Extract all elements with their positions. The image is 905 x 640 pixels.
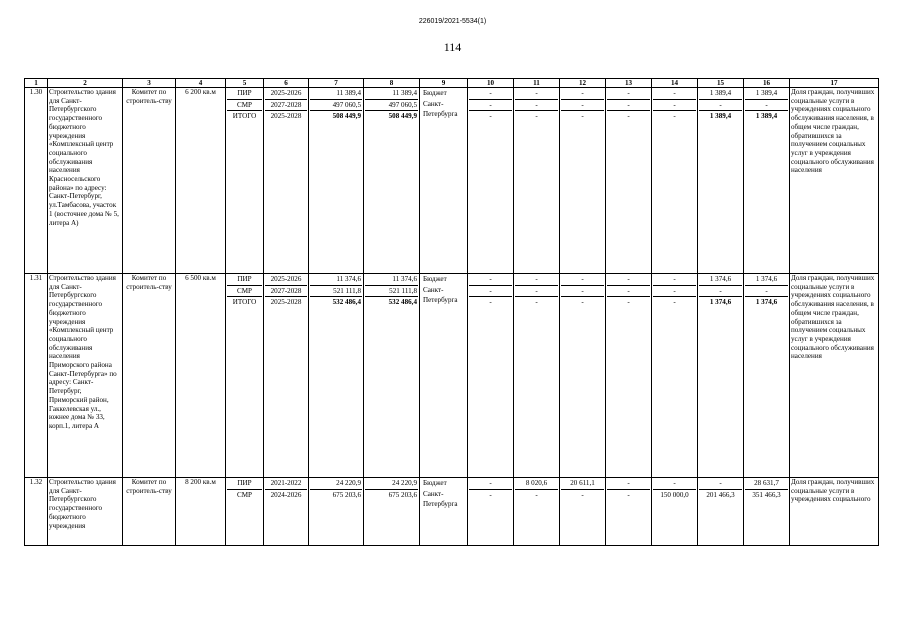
- cost-budget-line: 24 220,9: [365, 478, 418, 490]
- cost-budget-line: 675 203,6: [388, 490, 417, 499]
- column-header: 14: [652, 79, 698, 88]
- year-amount-c12-line: -: [581, 112, 584, 120]
- period-line: 2024-2026: [270, 490, 302, 499]
- year-amount-c14-line: -: [653, 100, 696, 112]
- year-amount-c10-line: -: [489, 298, 492, 306]
- year-amount-c15: [698, 478, 744, 546]
- year-amount-c16-line: 1 389,4: [755, 112, 778, 120]
- column-header: 16: [744, 79, 790, 88]
- stage: [226, 478, 264, 546]
- funding-source: [420, 88, 468, 274]
- year-amount-c16-line: -: [745, 286, 788, 298]
- year-amount-c13-line: -: [607, 286, 650, 298]
- year-amount-c14-line: -: [653, 88, 696, 100]
- funding-source-line: Санкт-: [423, 99, 444, 108]
- year-amount-c10-line: -: [489, 490, 492, 499]
- year-amount-c14-line: 150 000,0: [660, 490, 689, 499]
- year-amount-c15: [698, 274, 744, 478]
- year-amount-c11: [514, 88, 560, 274]
- object-name: Строительство здания для Санкт-Петербургского государственного бюджетного учреждения «Комплексный центр социального обслуживания населения Красносельского района» по адресу: Санкт-Петербург, ул.Тамбасова, участок 1 (восточнее дома № 5, литера А): [48, 88, 123, 274]
- period: [264, 274, 309, 478]
- column-header: 17: [790, 79, 879, 88]
- stage: [226, 88, 264, 274]
- year-amount-c16-line: -: [745, 100, 788, 112]
- year-amount-c12-line: -: [561, 274, 604, 286]
- stage: [226, 274, 264, 478]
- funding-source: [420, 274, 468, 478]
- result-indicator: Доля граждан, получивших социальные услуги в учреждениях социального: [790, 478, 879, 546]
- period: [264, 88, 309, 274]
- row-number: 1.32: [25, 478, 48, 546]
- funding-source-line: Санкт-: [423, 489, 444, 498]
- year-amount-c12: [560, 88, 606, 274]
- year-amount-c11-line: -: [515, 274, 558, 286]
- row-number: 1.30: [25, 88, 48, 274]
- stage-line: ПИР: [227, 274, 262, 286]
- column-header: 3: [123, 79, 176, 88]
- column-header: 9: [420, 79, 468, 88]
- cost-total: [309, 88, 364, 274]
- year-amount-c11-line: 8 020,6: [515, 478, 558, 490]
- year-amount-c14: [652, 274, 698, 478]
- year-amount-c10: [468, 88, 514, 274]
- year-amount-c15-line: -: [699, 100, 742, 112]
- year-amount-c13: [606, 478, 652, 546]
- period-line: 2021-2022: [265, 478, 307, 490]
- table-row: [25, 88, 879, 274]
- stage-line: СМР: [227, 100, 262, 112]
- investment-table: [24, 78, 879, 546]
- funding-source-line: Бюджет: [423, 479, 447, 487]
- cost-budget: [364, 274, 420, 478]
- customer: Комитет по строитель-ству: [123, 478, 176, 546]
- cost-total-line: 532 486,4: [332, 298, 361, 306]
- funding-source-line: Петербурга: [423, 296, 458, 304]
- year-amount-c10-line: -: [469, 100, 512, 112]
- funding-source-line: Санкт-: [423, 285, 444, 294]
- year-amount-c11: [514, 274, 560, 478]
- year-amount-c15-line: 1 389,4: [699, 88, 742, 100]
- funding-source: [420, 478, 468, 546]
- column-header: 4: [176, 79, 226, 88]
- year-amount-c13-line: -: [627, 298, 630, 306]
- cost-total-line: 497 060,5: [310, 100, 362, 112]
- cost-total-line: 11 374,6: [310, 274, 362, 286]
- year-amount-c10-line: -: [469, 478, 512, 490]
- cost-budget-line: 508 449,9: [388, 112, 417, 120]
- year-amount-c13: [606, 88, 652, 274]
- cost-total-line: 11 389,4: [310, 88, 362, 100]
- page-number: 114: [443, 40, 462, 54]
- year-amount-c15-line: 1 389,4: [709, 112, 732, 120]
- result-indicator: Доля граждан, получивших социальные услуги в учреждениях социального обслуживания населения, в общем числе граждан, обратившихся за получением социальных услуг в учреждения социального обслуживания населения: [790, 88, 879, 274]
- cost-total: [309, 478, 364, 546]
- row-number: 1.31: [25, 274, 48, 478]
- stage-line: ПИР: [227, 88, 262, 100]
- year-amount-c16: [744, 274, 790, 478]
- year-amount-c15-line: 201 466,3: [706, 490, 735, 499]
- year-amount-c14-line: -: [653, 274, 696, 286]
- column-header: 2: [48, 79, 123, 88]
- capacity: 8 200 кв.м: [176, 478, 226, 546]
- column-header: 5: [226, 79, 264, 88]
- year-amount-c14: [652, 478, 698, 546]
- year-amount-c10-line: -: [469, 88, 512, 100]
- year-amount-c11-line: -: [535, 298, 538, 306]
- year-amount-c16-line: 1 374,6: [745, 274, 788, 286]
- year-amount-c11-line: -: [515, 100, 558, 112]
- column-header: 11: [514, 79, 560, 88]
- year-amount-c13-line: -: [627, 112, 630, 120]
- column-header: 12: [560, 79, 606, 88]
- cost-total: [309, 274, 364, 478]
- year-amount-c15-line: -: [699, 478, 742, 490]
- year-amount-c12: [560, 478, 606, 546]
- customer: Комитет по строитель-ству: [123, 88, 176, 274]
- year-amount-c14-line: -: [673, 112, 676, 120]
- customer: Комитет по строитель-ству: [123, 274, 176, 478]
- cost-total-line: 508 449,9: [332, 112, 361, 120]
- result-indicator: Доля граждан, получивших социальные услуги в учреждениях социального обслуживания населения, в общем числе граждан, обратившихся за получением социальных услуг в учреждения социального обслуживания населения: [790, 274, 879, 478]
- period-line: 2025-2026: [265, 274, 307, 286]
- document-id: 226019/2021-5534(1): [418, 18, 487, 25]
- year-amount-c11-line: -: [515, 286, 558, 298]
- table-row: [25, 478, 879, 546]
- year-amount-c12-line: -: [561, 286, 604, 298]
- cost-budget-line: 497 060,5: [365, 100, 418, 112]
- year-amount-c12-line: -: [561, 88, 604, 100]
- period: [264, 478, 309, 546]
- year-amount-c13-line: -: [607, 478, 650, 490]
- year-amount-c16-line: 28 631,7: [745, 478, 788, 490]
- year-amount-c11-line: -: [535, 112, 538, 120]
- year-amount-c11-line: -: [515, 88, 558, 100]
- column-header: 1: [25, 79, 48, 88]
- year-amount-c13-line: -: [607, 88, 650, 100]
- year-amount-c13-line: -: [607, 274, 650, 286]
- year-amount-c14-line: -: [653, 286, 696, 298]
- stage-line: СМР: [237, 490, 252, 499]
- table-row: [25, 274, 879, 478]
- year-amount-c10-line: -: [469, 286, 512, 298]
- funding-source-line: Бюджет: [423, 275, 447, 283]
- capacity: 6 500 кв.м: [176, 274, 226, 478]
- year-amount-c16-line: 351 466,3: [752, 490, 781, 499]
- header-row: [25, 79, 879, 88]
- year-amount-c13-line: -: [607, 100, 650, 112]
- column-header: 10: [468, 79, 514, 88]
- year-amount-c12-line: -: [561, 100, 604, 112]
- capacity: 6 200 кв.м: [176, 88, 226, 274]
- period-line: 2025-2028: [270, 298, 302, 306]
- year-amount-c12-line: -: [581, 490, 584, 499]
- period-line: 2027-2028: [265, 100, 307, 112]
- cost-budget: [364, 478, 420, 546]
- cost-total-line: 675 203,6: [332, 490, 361, 499]
- column-header: 15: [698, 79, 744, 88]
- column-header: 8: [364, 79, 420, 88]
- column-header: 7: [309, 79, 364, 88]
- period-line: 2025-2026: [265, 88, 307, 100]
- year-amount-c15-line: 1 374,6: [699, 274, 742, 286]
- year-amount-c14: [652, 88, 698, 274]
- year-amount-c13: [606, 274, 652, 478]
- year-amount-c12-line: 20 611,1: [561, 478, 604, 490]
- cost-budget-line: 11 374,6: [365, 274, 418, 286]
- year-amount-c15-line: 1 374,6: [709, 298, 732, 306]
- cost-budget-line: 11 389,4: [365, 88, 418, 100]
- year-amount-c16-line: 1 374,6: [755, 298, 778, 306]
- year-amount-c11: [514, 478, 560, 546]
- stage-line: ИТОГО: [232, 298, 257, 306]
- year-amount-c13-line: -: [627, 490, 630, 499]
- year-amount-c10: [468, 478, 514, 546]
- cost-budget-line: 532 486,4: [388, 298, 417, 306]
- year-amount-c14-line: -: [653, 478, 696, 490]
- column-header: 6: [264, 79, 309, 88]
- year-amount-c14-line: -: [673, 298, 676, 306]
- year-amount-c16-line: 1 389,4: [745, 88, 788, 100]
- year-amount-c15: [698, 88, 744, 274]
- year-amount-c12-line: -: [581, 298, 584, 306]
- object-name: Строительство здания для Санкт-Петербургского государственного бюджетного учреждения: [48, 478, 123, 546]
- stage-line: СМР: [227, 286, 262, 298]
- year-amount-c10-line: -: [489, 112, 492, 120]
- year-amount-c15-line: -: [699, 286, 742, 298]
- period-line: 2025-2028: [270, 112, 302, 120]
- year-amount-c11-line: -: [535, 490, 538, 499]
- year-amount-c10: [468, 274, 514, 478]
- cost-total-line: 521 111,8: [310, 286, 362, 298]
- cost-total-line: 24 220,9: [310, 478, 362, 490]
- column-header: 13: [606, 79, 652, 88]
- cost-budget-line: 521 111,8: [365, 286, 418, 298]
- funding-source-line: Петербурга: [423, 500, 458, 508]
- year-amount-c16: [744, 88, 790, 274]
- stage-line: ИТОГО: [232, 112, 257, 120]
- object-name: Строительство здания для Санкт-Петербургского государственного бюджетного учреждения «Комплексный центр социального обслуживания населения Приморского района Санкт-Петербурга» по адресу: Санкт-Петербург, Приморский район, Гаккелевская ул., южнее дома № 33, корп.1, литера А: [48, 274, 123, 478]
- year-amount-c16: [744, 478, 790, 546]
- year-amount-c12: [560, 274, 606, 478]
- funding-source-line: Петербурга: [423, 110, 458, 118]
- period-line: 2027-2028: [265, 286, 307, 298]
- stage-line: ПИР: [227, 478, 262, 490]
- funding-source-line: Бюджет: [423, 89, 447, 97]
- cost-budget: [364, 88, 420, 274]
- year-amount-c10-line: -: [469, 274, 512, 286]
